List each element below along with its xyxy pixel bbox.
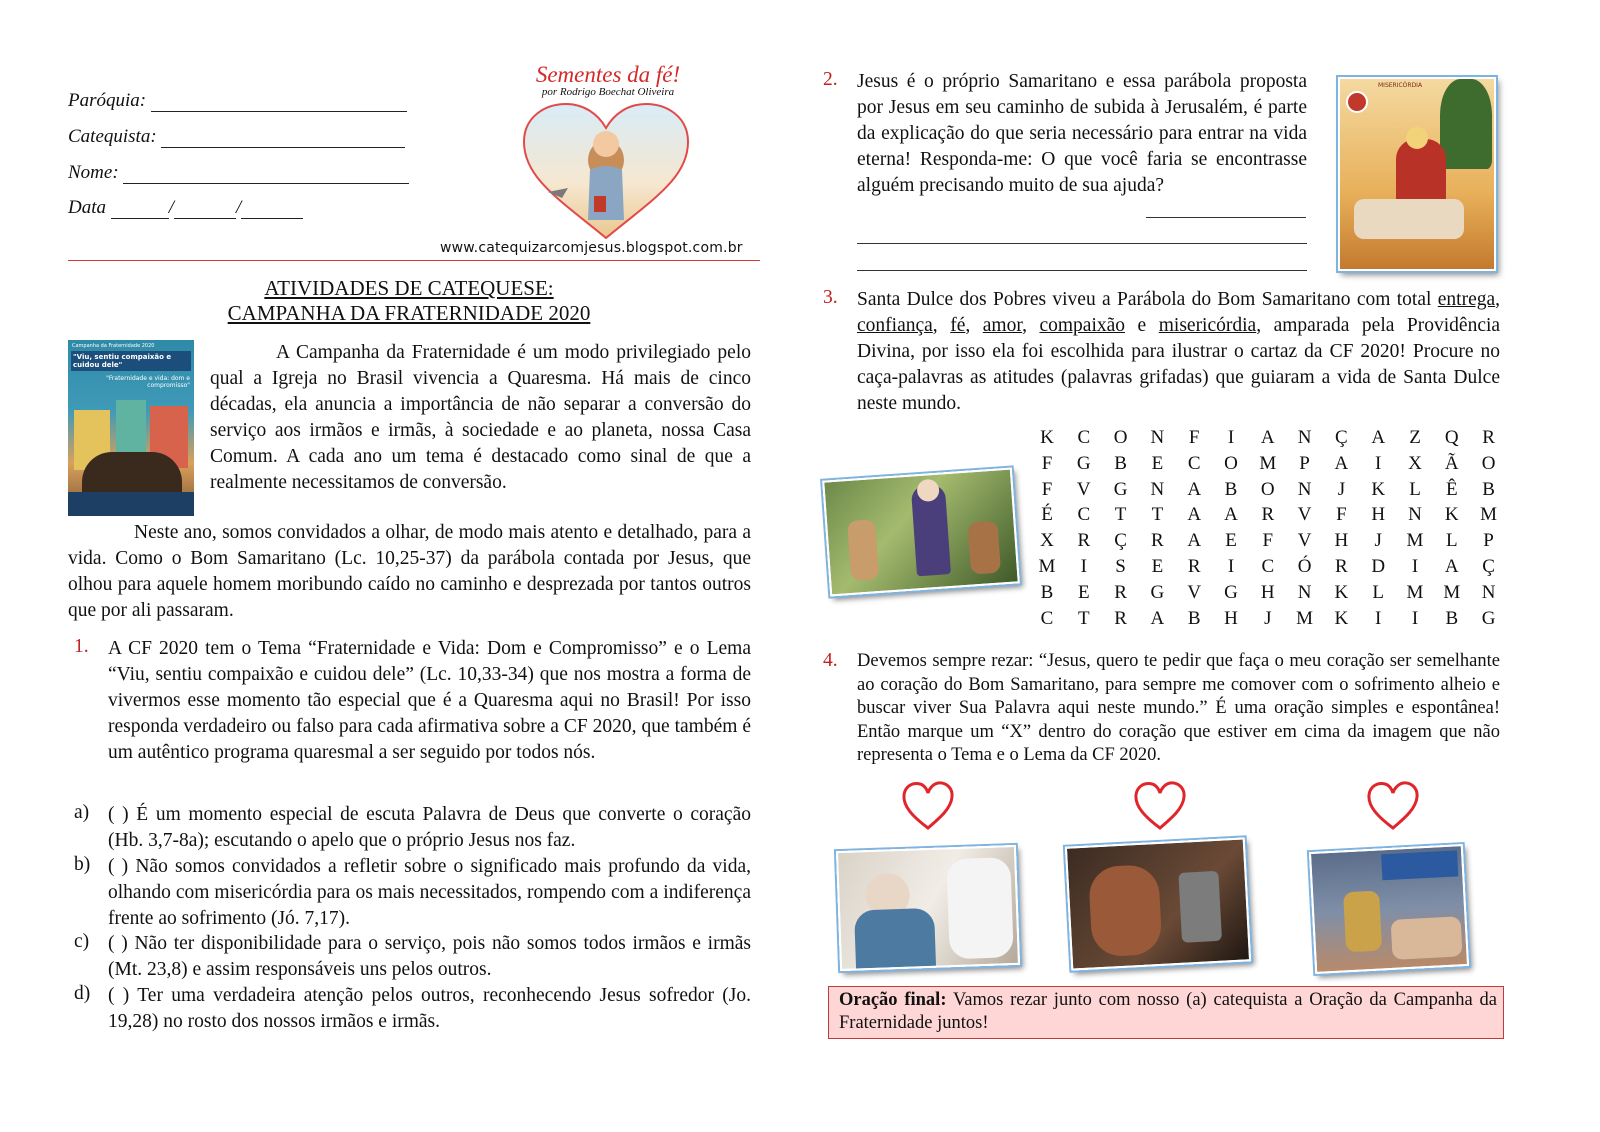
word-search-letter[interactable]: A	[1334, 452, 1349, 474]
word-search-letter[interactable]: B	[1224, 478, 1238, 500]
word-search-letter[interactable]: E	[1077, 581, 1090, 603]
word-search-letter[interactable]: M	[1406, 530, 1424, 552]
word-search-letter[interactable]: V	[1297, 530, 1312, 552]
word-search-letter[interactable]: K	[1040, 427, 1054, 448]
word-search-letter[interactable]: G	[1481, 607, 1496, 629]
word-search-letter[interactable]: B	[1482, 478, 1495, 500]
word-search-letter[interactable]: M	[1296, 607, 1314, 629]
word-search-letter[interactable]: B	[1040, 581, 1054, 603]
option-b-text[interactable]: ( ) Não somos convidados a refletir sobre o significado mais profundo da vida, olhando com misericórdia para os mais necessitados, rompendo com a indiferença frente ao sofrimento (Jó. 7,17).	[108, 856, 751, 929]
question-1-text: A CF 2020 tem o Tema “Fraternidade e Vida: Dom e Compromisso” e o Lema “Viu, sentiu compaixão e cuidou dele” (Lc. 10,33-34) que nos mostra a forma de vivermos esse momento tão especial que é a Quaresma aqui no Brasil! Por isso responda verdadeiro ou falso para cada afirmativa sobre a CF 2020, que também é um autêntico programa quaresmal a ser seguido por todos nós.	[108, 638, 751, 763]
date-label: Data	[68, 197, 106, 218]
word-search-letter[interactable]: G	[1113, 478, 1128, 500]
word-search-letter[interactable]: E	[1225, 530, 1237, 552]
keyword-compaixao: compaixão	[1039, 315, 1126, 336]
word-search-letter[interactable]: I	[1375, 607, 1382, 629]
logo	[520, 62, 696, 98]
word-search-letter[interactable]: I	[1411, 556, 1419, 577]
word-search-letter[interactable]: Ã	[1444, 452, 1459, 474]
word-search-letter[interactable]: K	[1334, 581, 1349, 603]
word-search-letter[interactable]: M	[1259, 452, 1277, 474]
word-search-letter[interactable]: H	[1224, 607, 1238, 629]
parish-blank[interactable]	[151, 93, 407, 112]
page-title	[68, 276, 750, 326]
question-1-number: 1.	[74, 636, 89, 657]
q3-pre-text: Santa Dulce dos Pobres viveu a Parábola do Bom Samaritano com total	[857, 289, 1432, 310]
word-search-letter[interactable]: F	[1041, 478, 1053, 500]
word-search-letter[interactable]: A	[1444, 556, 1459, 577]
word-search-letter[interactable]: J	[1337, 478, 1346, 500]
word-search-letter[interactable]: I	[1375, 452, 1382, 474]
word-search-letter[interactable]: K	[1444, 504, 1459, 526]
answer-line[interactable]	[1146, 217, 1306, 218]
name-field[interactable]	[68, 162, 409, 184]
name-label: Nome:	[68, 162, 119, 183]
word-search-letter[interactable]: E	[1151, 452, 1164, 474]
closing-prayer-box	[828, 986, 1504, 1039]
keyword-fe: fé	[950, 315, 966, 336]
word-search-letter[interactable]: H	[1334, 530, 1349, 552]
word-search-letter[interactable]: P	[1299, 452, 1310, 474]
word-search-letter[interactable]: B	[1187, 607, 1201, 629]
poster-top: Campanha da Fraternidade 2020	[72, 343, 155, 349]
word-search-letter[interactable]: A	[1187, 504, 1202, 526]
closing-text: Vamos rezar junto com nosso (a) catequista a Oração da Campanha da Fraternidade juntos!	[839, 990, 1497, 1033]
word-search-letter[interactable]: N	[1150, 478, 1165, 500]
answer-line[interactable]	[857, 243, 1307, 244]
icon-caption: MISERICÓRDIA	[1378, 82, 1423, 89]
word-search-letter[interactable]: G	[1076, 452, 1091, 474]
question-3-text: Santa Dulce dos Pobres viveu a Parábola do Bom Samaritano com total entrega, confiança, fé, amor, compaixão e misericórdia, amparada pela Providência Divina, por isso ela foi escolhida para ilustrar o cartaz da CF 2020! Procure no caça-palavras as atitudes (palavras grifadas) que guiaram a vida de Santa Dulce neste mundo.	[857, 289, 1501, 414]
word-search-letter[interactable]: R	[1114, 581, 1127, 603]
word-search-letter[interactable]: E	[1151, 556, 1164, 577]
word-search-letter[interactable]: F	[1262, 530, 1274, 552]
header-divider	[68, 260, 760, 261]
keyword-confianca: confiança	[857, 315, 933, 336]
date-day-blank[interactable]	[111, 200, 169, 219]
word-search-letter[interactable]: Z	[1409, 427, 1421, 448]
option-letter: d)	[74, 983, 91, 1004]
word-search-letter[interactable]: P	[1483, 530, 1494, 552]
word-search-letter[interactable]: T	[1151, 504, 1164, 526]
heart-checkbox-icon[interactable]	[1132, 778, 1188, 834]
word-search-letter[interactable]: N	[1297, 478, 1312, 500]
word-search-letter[interactable]: R	[1261, 504, 1275, 526]
word-search-letter[interactable]: C	[1261, 556, 1275, 577]
word-search-letter[interactable]: K	[1334, 607, 1349, 629]
word-search-letter[interactable]: A	[1150, 607, 1165, 629]
q3-post-text: amparada pela Providência Divina, por isso ela foi escolhida para ilustrar o cartaz da CF 2020! Procure no caça-palavras as atitudes (palavras grifadas) que guiaram a vida de Santa Dulce neste mundo.	[857, 315, 1501, 414]
word-search-letter[interactable]: M	[1406, 581, 1424, 603]
word-search-letter[interactable]: O	[1224, 452, 1238, 474]
word-search-letter[interactable]: V	[1076, 478, 1091, 500]
word-search-letter[interactable]: L	[1445, 530, 1458, 552]
santa-dulce-photo	[822, 468, 1020, 597]
word-search-letter[interactable]: A	[1224, 504, 1238, 526]
date-separator: /	[236, 197, 242, 218]
word-search-letter[interactable]: H	[1260, 581, 1275, 603]
word-search-letter[interactable]: I	[1080, 556, 1087, 577]
catechist-field[interactable]	[68, 126, 405, 148]
word-search-letter[interactable]: G	[1150, 581, 1165, 603]
word-search-letter[interactable]: T	[1114, 504, 1127, 526]
violence-photo	[1065, 837, 1251, 970]
word-search-letter[interactable]: X	[1040, 530, 1054, 552]
cf2020-poster	[68, 340, 194, 516]
word-search-letter[interactable]: É	[1041, 504, 1053, 526]
option-c-text[interactable]: ( ) Não ter disponibilidade para o serviço, pois não somos todos irmãos e irmãs (Mt. 23,8) e assim responsáveis uns pelos outros.	[108, 933, 751, 980]
keyword-misericordia: misericórdia	[1158, 315, 1257, 336]
word-search-grid[interactable]	[1032, 427, 1512, 637]
word-search-letter[interactable]: R	[1482, 427, 1495, 448]
closing-label: Oração final:	[839, 990, 947, 1010]
word-search-letter[interactable]: N	[1408, 504, 1422, 526]
logo-heart-icon	[520, 100, 692, 242]
word-search-letter[interactable]: M	[1038, 556, 1056, 577]
option-letter: c)	[74, 931, 90, 952]
word-search-letter[interactable]: Ê	[1445, 478, 1458, 500]
word-search-letter[interactable]: F	[1188, 427, 1200, 448]
date-separator: /	[168, 197, 175, 218]
word-search-letter[interactable]: Ç	[1482, 556, 1495, 577]
catechist-label: Catequista:	[68, 126, 157, 147]
option-letter: b)	[74, 854, 91, 875]
word-search-letter[interactable]: R	[1151, 530, 1164, 552]
word-search-letter[interactable]: Ó	[1297, 556, 1312, 577]
word-search-letter[interactable]: L	[1372, 581, 1384, 603]
heart-checkbox-icon[interactable]	[1365, 778, 1421, 834]
word-search-letter[interactable]: C	[1077, 504, 1091, 526]
word-search-letter[interactable]: X	[1408, 452, 1422, 474]
word-search-letter[interactable]: B	[1114, 452, 1127, 474]
word-search-letter[interactable]: K	[1371, 478, 1386, 500]
word-search-letter[interactable]: G	[1224, 581, 1238, 603]
date-year-blank[interactable]	[241, 200, 303, 219]
logo-author: por Rodrigo Boechat Oliveira	[541, 86, 675, 98]
word-search-letter[interactable]: N	[1150, 427, 1165, 448]
homeless-help-photo	[1309, 844, 1469, 974]
intro-paragraph-1: A Campanha da Fraternidade é um modo privilegiado pelo qual a Igreja no Brasil vivencia a Quaresma. Há mais de cinco décadas, ela anuncia a importância de não separar a conversão do serviço aos irmãos e irmãs, à sociedade e ao planeta, nossa Casa Comum. A cada ano um tema é destacado como sinal de que a realmente necessitamos de conversão.	[210, 342, 751, 493]
word-search-letter[interactable]: F	[1041, 452, 1053, 474]
word-search-letter[interactable]: H	[1371, 504, 1386, 526]
answer-line[interactable]	[857, 270, 1307, 271]
word-search-letter[interactable]: I	[1227, 556, 1235, 577]
option-letter: a)	[74, 802, 90, 823]
word-search-letter[interactable]: V	[1297, 504, 1312, 526]
word-search-letter[interactable]: N	[1297, 581, 1312, 603]
word-search-letter[interactable]: A	[1371, 427, 1386, 448]
poster-headline: "Viu, sentiu compaixão e cuidou dele"	[71, 351, 191, 371]
parish-field[interactable]	[68, 90, 407, 112]
word-search-letter[interactable]: A	[1260, 427, 1275, 448]
word-search-letter[interactable]: N	[1297, 427, 1312, 448]
word-search-letter[interactable]: A	[1187, 530, 1202, 552]
name-blank[interactable]	[123, 165, 409, 184]
option-a-text[interactable]: ( ) É um momento especial de escuta Palavra de Deus que converte o coração (Hb. 3,7-8a); escutando o apelo que o próprio Jesus nos faz.	[108, 804, 751, 851]
word-search-letter[interactable]: O	[1481, 452, 1496, 474]
word-search-letter[interactable]: O	[1260, 478, 1275, 500]
intro-paragraph-2: Neste ano, somos convidados a olhar, de modo mais atento e detalhado, para a vida. Como o Bom Samaritano (Lc. 10,25-37) da parábola contada por Jesus, que olhou para aquele homem moribundo caído no caminho e desprezada por tantos outros que por ali passaram.	[68, 522, 751, 621]
word-search-letter[interactable]: N	[1481, 581, 1496, 603]
word-search-letter[interactable]: R	[1187, 556, 1201, 577]
date-field[interactable]	[68, 197, 303, 219]
parish-label: Paróquia:	[68, 90, 147, 111]
word-search-letter[interactable]: V	[1187, 581, 1202, 603]
word-search-letter[interactable]: C	[1187, 452, 1201, 474]
word-search-letter[interactable]: R	[1114, 607, 1127, 629]
word-search-letter[interactable]: O	[1113, 427, 1128, 448]
word-search-letter[interactable]: D	[1371, 556, 1386, 577]
word-search-letter[interactable]: F	[1336, 504, 1347, 526]
heart-checkbox-icon[interactable]	[900, 778, 956, 834]
word-search-letter[interactable]: I	[1411, 607, 1419, 629]
word-search-letter[interactable]: Ç	[1335, 427, 1348, 448]
word-search-letter[interactable]: I	[1227, 427, 1235, 448]
question-3-number: 3.	[823, 287, 838, 308]
word-search-letter[interactable]: L	[1409, 478, 1421, 500]
word-search-letter[interactable]: S	[1115, 556, 1126, 577]
word-search-letter[interactable]: C	[1040, 607, 1054, 629]
title-line-1: ATIVIDADES DE CATEQUESE:	[264, 276, 554, 300]
question-2-number: 2.	[823, 69, 838, 90]
date-month-blank[interactable]	[174, 200, 236, 219]
catechist-blank[interactable]	[161, 129, 405, 148]
word-search-letter[interactable]: Ç	[1114, 530, 1127, 552]
keyword-amor: amor	[982, 315, 1023, 336]
word-search-letter[interactable]: C	[1077, 427, 1091, 448]
word-search-letter[interactable]: B	[1445, 607, 1459, 629]
word-search-letter[interactable]: R	[1077, 530, 1091, 552]
word-search-letter[interactable]: J	[1264, 607, 1272, 629]
word-search-letter[interactable]: R	[1335, 556, 1348, 577]
good-samaritan-icon-image	[1338, 77, 1496, 271]
word-search-letter[interactable]: J	[1374, 530, 1382, 552]
poster-theme: "Fraternidade e vida: dom e compromisso"	[106, 375, 190, 389]
logo-title: Sementes da fé!	[535, 62, 681, 87]
caregiver-photo	[836, 845, 1020, 971]
question-2-text: Jesus é o próprio Samaritano e essa parábola proposta por Jesus em seu caminho de subida à Jerusalém, é parte da explicação do que seria necessário para entrar na vida eterna! Responda-me: O que você faria se encontrasse alguém precisando muito de sua ajuda?	[857, 71, 1307, 196]
website-link[interactable]: www.catequizarcomjesus.blogspot.com.br	[440, 240, 743, 256]
word-search-letter[interactable]: A	[1187, 478, 1202, 500]
word-search-letter[interactable]: M	[1480, 504, 1498, 526]
keyword-entrega: entrega	[1437, 289, 1496, 310]
question-4-number: 4.	[823, 650, 838, 671]
word-search-letter[interactable]: M	[1443, 581, 1461, 603]
title-line-2: CAMPANHA DA FRATERNIDADE 2020	[227, 301, 591, 325]
option-d-text[interactable]: ( ) Ter uma verdadeira atenção pelos outros, reconhecendo Jesus sofredor (Jo. 19,28) no rosto dos nossos irmãos e irmãs.	[108, 985, 751, 1032]
question-4-text: Devemos sempre rezar: “Jesus, quero te pedir que faça o meu coração ser semelhante ao coração do Bom Samaritano, para sempre me comover com o sofrimento alheio e buscar viver Sua Palavra aqui neste mundo.” É uma oração simples e espontânea! Então marque um “X” dentro do coração que estiver em cima da imagem que não representa o Tema e o Lema da CF 2020.	[857, 651, 1500, 766]
word-search-letter[interactable]: T	[1077, 607, 1090, 629]
word-search-letter[interactable]: Q	[1444, 427, 1459, 448]
